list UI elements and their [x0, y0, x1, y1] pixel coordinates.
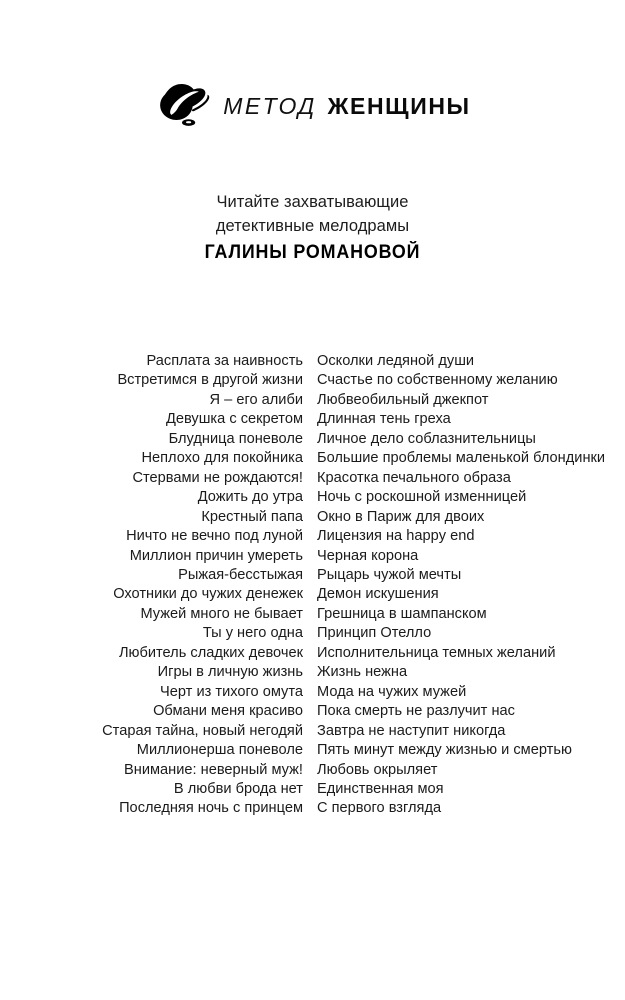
book-title-item: Дожить до утра — [197, 489, 303, 506]
book-title-item: Личное дело соблазнительницы — [317, 430, 536, 447]
book-title-item: Внимание: неверный муж! — [124, 761, 303, 778]
book-title-item: Миллионерша поневоле — [136, 742, 303, 759]
book-title-item: Любвеобильный джекпот — [317, 391, 489, 408]
book-title-item: Мода на чужих мужей — [317, 683, 467, 700]
book-title-item: Ночь с роскошной изменницей — [317, 489, 527, 506]
book-title-item: Ты у него одна — [202, 625, 303, 642]
book-title-item: Лицензия на happy end — [317, 528, 475, 545]
book-title-item: Счастье по собственному желанию — [317, 372, 558, 389]
book-title-item: Единственная моя — [317, 780, 444, 797]
book-title-item: Черная корона — [317, 547, 419, 564]
book-title-item: Красотка печального образа — [317, 469, 511, 486]
book-title-item: Игры в личную жизнь — [157, 664, 303, 681]
book-title-item: С первого взгляда — [317, 800, 442, 817]
book-title-item: Рыжая-бесстыжая — [178, 566, 303, 583]
imprint-logo-row — [154, 82, 470, 130]
author-name: ГАЛИНЫ РОМАНОВОЙ — [204, 242, 421, 263]
book-title-item: Мужей много не бывает — [140, 605, 303, 622]
book-title-item: Блудница поневоле — [168, 430, 303, 447]
book-title-item: Пока смерть не разлучит нас — [317, 703, 515, 720]
book-titles-columns — [95, 352, 625, 819]
intro-line-1: Читайте захватывающие — [216, 193, 409, 211]
book-titles-section — [0, 352, 625, 819]
intro-block — [0, 191, 625, 264]
book-titles-left-column — [95, 352, 303, 819]
book-title-item: Я – его алиби — [209, 391, 303, 408]
book-titles-right-column — [317, 352, 625, 819]
imprint-name-bold: ЖЕНЩИНЫ — [327, 92, 471, 119]
book-title-item: Любитель сладких девочек — [118, 644, 303, 661]
book-title-item: Любовь окрыляет — [317, 761, 438, 778]
imprint-name-light: МЕТОД — [223, 92, 317, 119]
book-title-item: Последняя ночь с принцем — [119, 800, 303, 817]
book-title-item: Старая тайна, новый негодяй — [102, 722, 303, 739]
imprint-logo-block — [0, 82, 625, 130]
book-title-item: Стервами не рождаются! — [132, 469, 303, 486]
imprint-name — [223, 92, 471, 119]
book-title-item: Демон искушения — [317, 586, 439, 603]
book-title-item: Пять минут между жизнью и смертью — [317, 742, 572, 759]
book-title-item: Принцип Отелло — [317, 625, 432, 642]
book-title-item: Крестный папа — [201, 508, 303, 525]
book-title-item: Исполнительница темных желаний — [317, 644, 556, 661]
book-title-item: Неплохо для покойника — [141, 450, 303, 467]
book-title-item: Обмани меня красиво — [153, 703, 303, 720]
book-title-item: Встретимся в другой жизни — [117, 372, 303, 389]
book-title-item: Окно в Париж для двоих — [317, 508, 485, 525]
book-title-item: Жизнь нежна — [317, 664, 408, 681]
book-title-item: Завтра не наступит никогда — [317, 722, 506, 739]
book-title-item: Расплата за наивность — [146, 353, 303, 369]
saturn-hat-icon — [154, 82, 212, 130]
book-title-item: В любви брода нет — [173, 780, 303, 797]
book-title-item: Большие проблемы маленькой блондинки — [317, 450, 606, 467]
book-title-item: Ничто не вечно под луной — [126, 528, 303, 545]
book-title-item: Девушка с секретом — [165, 411, 303, 428]
book-title-item: Охотники до чужих денежек — [113, 586, 303, 603]
book-title-item: Грешница в шампанском — [317, 605, 487, 622]
book-title-item: Черт из тихого омута — [160, 683, 303, 700]
book-title-item: Длинная тень греха — [317, 411, 451, 428]
column-gutter — [303, 352, 317, 819]
intro-line-2: детективные мелодрамы — [215, 216, 410, 235]
book-title-item: Осколки ледяной души — [317, 353, 475, 369]
book-title-item: Миллион причин умереть — [129, 547, 303, 564]
book-title-item: Рыцарь чужой мечты — [317, 566, 462, 583]
